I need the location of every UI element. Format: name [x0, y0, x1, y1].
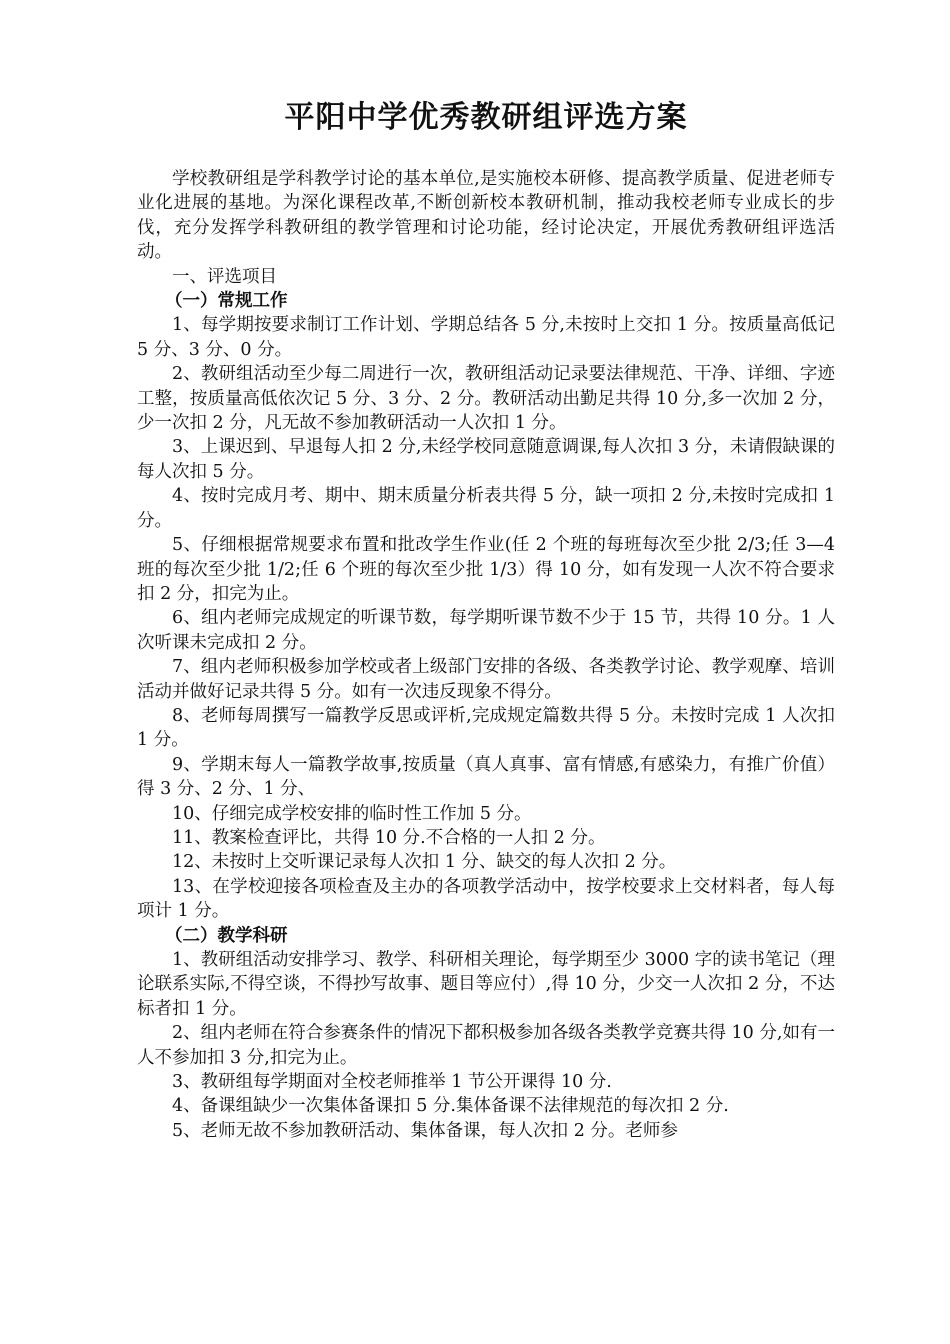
section-heading-1: 一、评选项目: [172, 266, 277, 287]
list-item: 3、教研组每学期面对全校老师推举 1 节公开课得 10 分.: [172, 1072, 612, 1093]
list-item: 5、老师无故不参加教研活动、集体备课，每人次扣 2 分。老师参: [172, 1120, 678, 1141]
list-item: 13、在学校迎接各项检查及主办的各项教学活动中，按学校要求上交材料者，每人每项计 1 分。: [137, 876, 835, 922]
list-item: 4、按时完成月考、期中、期末质量分析表共得 5 分，缺一项扣 2 分,未按时完成扣 1 分。: [137, 486, 835, 531]
list-item: 4、备课组缺少一次集体备课扣 5 分.集体备课不法律规范的每次扣 2 分.: [172, 1096, 729, 1117]
list-item: 5、仔细根据常规要求布置和批改学生作业(任 2 个班的每班每次至少批 2/3;任 3—4 班的每次至少批 1/2;任 6 个班的每次至少批 1/3）得 10 分，如有发现一人次不符合要求扣 2 分，扣完为止。: [137, 535, 835, 604]
document-title: 平阳中学优秀教研组评选方案: [284, 100, 688, 135]
list-item: 2、组内老师在符合参赛条件的情况下都积极参加各级各类教学竞赛共得 10 分,如有一人不参加扣 3 分,扣完为止。: [137, 1023, 835, 1068]
list-item: 12、未按时上交听课记录每人次扣 1 分、缺交的每人次扣 2 分。: [172, 852, 677, 873]
list-item: 3、上课迟到、早退每人扣 2 分,未经学校同意随意调课,每人次扣 3 分，未请假缺课的每人次扣 5 分。: [137, 437, 835, 482]
document-page: [137, 98, 835, 1143]
list-item: 7、组内老师积极参加学校或者上级部门安排的各级、各类教学讨论、教学观摩、培训活动并做好记录共得 5 分。如有一次违反现象不得分。: [137, 657, 835, 702]
subsection-heading-routine: （一）常规工作: [165, 291, 288, 312]
list-item: 11、教案检查评比，共得 10 分.不合格的一人扣 2 分。: [172, 827, 606, 848]
list-item: 6、组内老师完成规定的听课节数，每学期听课节数不少于 15 节，共得 10 分。1 人次听课未完成扣 2 分。: [137, 608, 835, 653]
list-item: 9、学期末每人一篇教学故事,按质量（真人真事、富有情感,有感染力，有推广价值）得 3 分、2 分、1 分、: [137, 754, 835, 800]
list-item: 2、教研组活动至少每二周进行一次，教研组活动记录要法律规范、干净、详细、字迹工整，按质量高低依次记 5 分、3 分、2 分。教研活动出勤足共得 10 分,多一次加 2 分，少一次扣 2 分，凡无故不参加教研活动一人次扣 1 分。: [137, 364, 835, 434]
list-item: 1、每学期按要求制订工作计划、学期总结各 5 分,未按时上交扣 1 分。按质量高低记 5 分、3 分、0 分。: [137, 315, 835, 360]
list-item: 8、老师每周撰写一篇教学反思或评析,完成规定篇数共得 5 分。未按时完成 1 人次扣 1 分。: [137, 705, 835, 751]
list-item: 1、教研组活动安排学习、教学、科研相关理论，每学期至少 3000 字的读书笔记（理论联系实际,不得空谈，不得抄写故事、题目等应付）,得 10 分，少交一人次扣 2 分，不达标者扣 1 分。: [137, 950, 835, 1019]
subsection-heading-research: （二）教学科研: [165, 925, 288, 946]
intro-paragraph: 学校教研组是学科教学讨论的基本单位,是实施校本研修、提高教学质量、促进老师专业化进展的基地。为深化课程改革,不断创新校本教研机制，推动我校老师专业成长的步伐，充分发挥学科教研组的教学管理和讨论功能，经讨论决定，开展优秀教研组评选活动。: [137, 169, 835, 263]
list-item: 10、仔细完成学校安排的临时性工作加 5 分。: [172, 803, 532, 824]
